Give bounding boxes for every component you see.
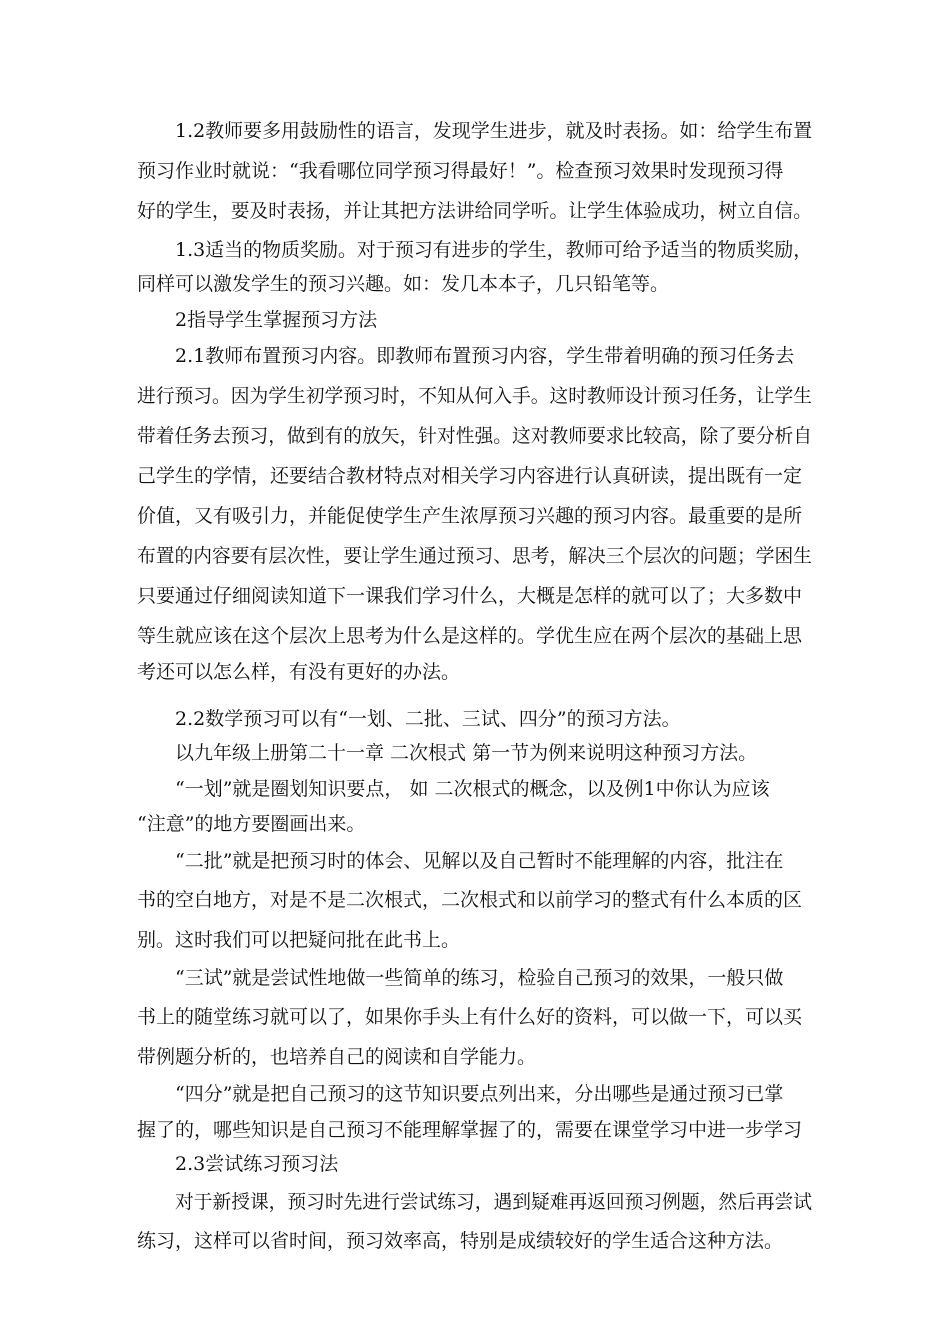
text-line: 等生就应该在这个层次上思考为什么是这样的。学优生应在两个层次的基础上思 — [137, 625, 803, 647]
text-line: 好的学生，要及时表扬，并让其把方法讲给同学听。让学生体验成功，树立自信。 — [137, 200, 812, 222]
text-line: 书的空白地方，对是不是二次根式，二次根式和以前学习的整式有什么本质的区 — [137, 889, 803, 911]
text-line: 1.2教师要多用鼓励性的语言，发现学生进步，就及时表扬。如：给学生布置 — [175, 120, 813, 142]
text-line: 2.2数学预习可以有“一划、二批、三试、四分”的预习方法。 — [175, 708, 681, 730]
section-heading: 2.3尝试练习预习法 — [175, 1153, 339, 1175]
text-line: 带着任务去预习，做到有的放矢，针对性强。这对教师要求比较高，除了要分析自 — [137, 425, 812, 447]
text-line: “三试”就是尝试性地做一些简单的练习，检验自己预习的效果，一般只做 — [175, 967, 784, 989]
text-line: 1.3适当的物质奖励。对于预习有进步的学生，教师可给予适当的物质奖励， — [175, 239, 813, 261]
text-line: 别。这时我们可以把疑问批在此书上。 — [137, 929, 461, 951]
text-line: 预习作业时就说：“我看哪位同学预习得最好！”。检查预习效果时发现预习得 — [137, 160, 784, 182]
text-line: 布置的内容要有层次性，要让学生通过预习、思考，解决三个层次的问题；学困生 — [137, 545, 812, 567]
text-line: 练习，这样可以省时间，预习效率高，特别是成绩较好的学生适合这种方法。 — [137, 1230, 784, 1252]
text-line: “注意”的地方要圈画出来。 — [137, 813, 366, 835]
text-line: “一划”就是圈划知识要点， 如 二次根式的概念，以及例1中你认为应该 — [175, 778, 770, 800]
text-line: 考还可以怎么样，有没有更好的办法。 — [137, 661, 461, 683]
text-line: 进行预习。因为学生初学预习时，不知从何入手。这时教师设计预习任务，让学生 — [137, 385, 812, 407]
text-line: 己学生的学情，还要结合教材特点对相关学习内容进行认真研读，提出既有一定 — [137, 465, 803, 487]
text-line: “二批”就是把预习时的体会、见解以及自己暂时不能理解的内容，批注在 — [175, 850, 784, 872]
text-line: “四分”就是把自己预习的这节知识要点列出来，分出哪些是通过预习已掌 — [175, 1083, 784, 1105]
text-line: 书上的随堂练习就可以了，如果你手头上有什么好的资料，可以做一下，可以买 — [137, 1006, 803, 1028]
text-line: 只要通过仔细阅读知道下一课我们学习什么，大概是怎样的就可以了；大多数中 — [137, 585, 803, 607]
text-line: 对于新授课，预习时先进行尝试练习，遇到疑难再返回预习例题，然后再尝试 — [175, 1191, 813, 1213]
text-line: 握了的，哪些知识是自己预习不能理解掌握了的，需要在课堂学习中进一步学习 — [137, 1119, 803, 1141]
text-line: 以九年级上册第二十一章 二次根式 第一节为例来说明这种预习方法。 — [175, 742, 758, 764]
section-heading: 2指导学生掌握预习方法 — [175, 309, 378, 331]
text-line: 带例题分析的，也培养自己的阅读和自学能力。 — [137, 1046, 537, 1068]
text-line: 2.1教师布置预习内容。即教师布置预习内容，学生带着明确的预习任务去 — [175, 345, 795, 367]
text-line: 同样可以激发学生的预习兴趣。如：发几本本子，几只铅笔等。 — [137, 273, 670, 295]
text-line: 价值，又有吸引力，并能促使学生产生浓厚预习兴趣的预习内容。最重要的是所 — [137, 505, 803, 527]
